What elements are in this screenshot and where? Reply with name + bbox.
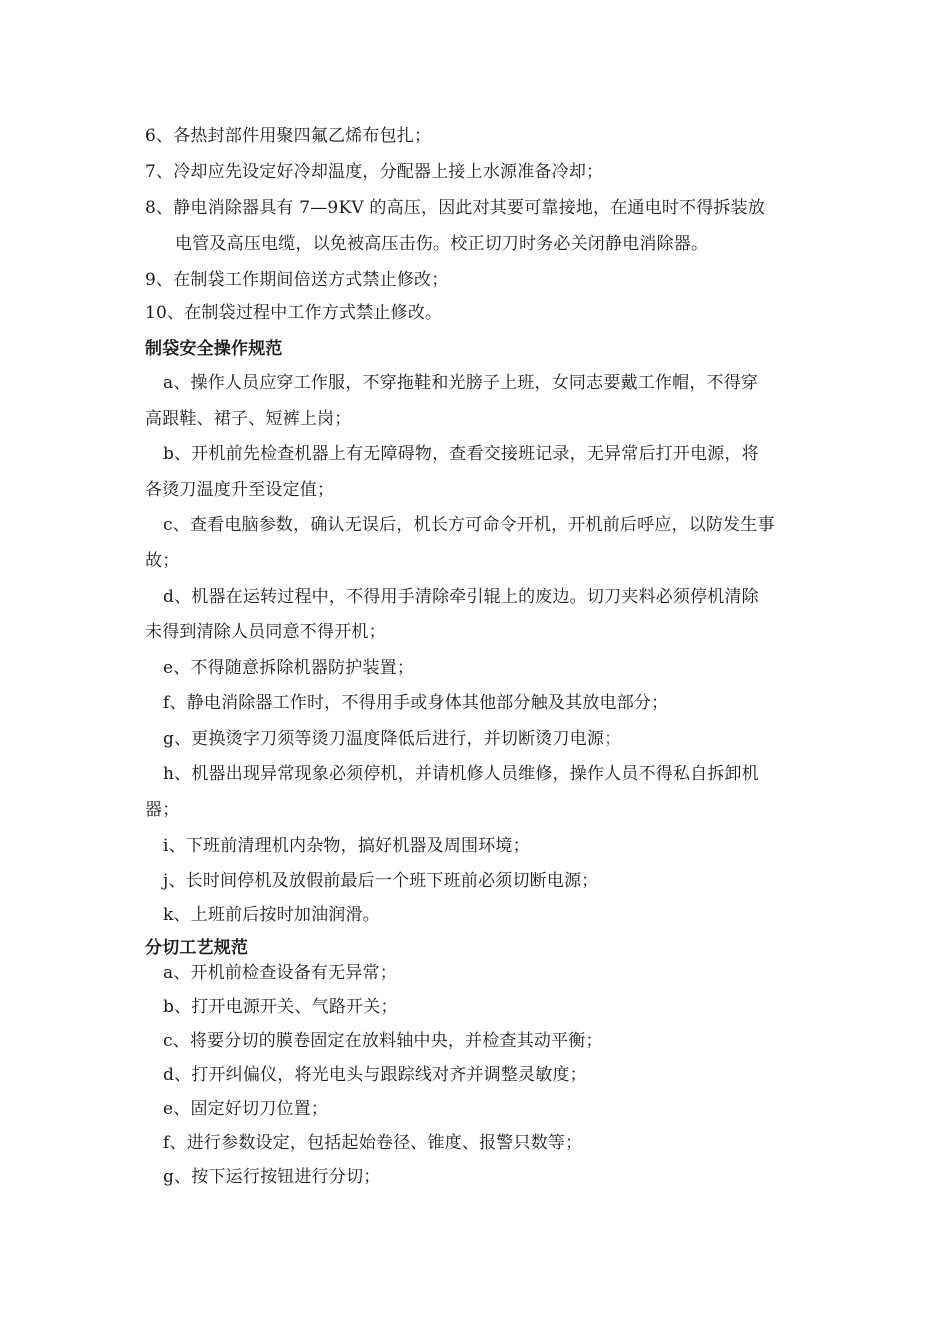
text-line: d、机器在运转过程中，不得用手清除牵引辊上的废边。切刀夹料必须停机清除 bbox=[163, 587, 759, 607]
red-semicolon: ； bbox=[604, 729, 622, 749]
text-line: 9、在制袋工作期间倍送方式禁止修改； bbox=[145, 270, 449, 290]
text-line: e、不得随意拆除机器防护装置； bbox=[163, 658, 415, 678]
text-line: e、固定好切刀位置； bbox=[163, 1099, 329, 1119]
text-line: 各烫刀温度升至设定值； bbox=[145, 480, 335, 500]
text-line: g、按下运行按钮进行分切； bbox=[163, 1167, 381, 1187]
text-line bbox=[163, 728, 621, 750]
text-line: 故； bbox=[145, 551, 180, 571]
text-line: 电管及高压电缆，以免被高压击伤。校正切刀时务必关闭静电消除器。 bbox=[175, 234, 709, 254]
text-line: a、操作人员应穿工作服，不穿拖鞋和光膀子上班，女同志要戴工作帽，不得穿 bbox=[163, 373, 759, 393]
text-span: g、更换烫字刀须等烫刀温度降低后进行，并切断烫刀电源 bbox=[163, 729, 605, 749]
text-line: j、长时间停机及放假前最后一个班下班前必须切断电源； bbox=[163, 871, 599, 891]
text-line: c、查看电脑参数，确认无误后，机长方可命令开机，开机前后呼应，以防发生事 bbox=[163, 515, 775, 535]
text-line: 7、冷却应先设定好冷却温度，分配器上接上水源准备冷却； bbox=[145, 162, 604, 182]
text-line: d、打开纠偏仪，将光电头与跟踪线对齐并调整灵敏度； bbox=[163, 1065, 587, 1085]
text-line: k、上班前后按时加油润滑。 bbox=[163, 905, 380, 925]
text-line: a、开机前检查设备有无异常； bbox=[163, 963, 397, 983]
section-heading: 制袋安全操作规范 bbox=[145, 339, 283, 359]
text-line: 6、各热封部件用聚四氟乙烯布包扎； bbox=[145, 126, 432, 146]
text-line: 器； bbox=[145, 800, 180, 820]
text-line: 未得到清除人员同意不得开机； bbox=[145, 622, 386, 642]
text-line: 高跟鞋、裙子、短裤上岗； bbox=[145, 409, 352, 429]
text-line: b、打开电源开关、气路开关； bbox=[163, 997, 398, 1017]
text-line: c、将要分切的膜卷固定在放料轴中央，并检查其动平衡； bbox=[163, 1031, 603, 1051]
text-line: 10、在制袋过程中工作方式禁止修改。 bbox=[145, 303, 443, 323]
text-line: b、开机前先检查机器上有无障碍物，查看交接班记录，无异常后打开电源，将 bbox=[163, 444, 759, 464]
text-line: h、机器出现异常现象必须停机，并请机修人员维修，操作人员不得私自拆卸机 bbox=[163, 764, 759, 784]
text-line: f、进行参数设定，包括起始卷径、锥度、报警只数等； bbox=[163, 1133, 583, 1153]
section-heading: 分切工艺规范 bbox=[145, 938, 249, 958]
text-line: 8、静电消除器具有 7—9KV 的高压，因此对其要可靠接地，在通电时不得拆装放 bbox=[145, 198, 766, 218]
text-line: f、静电消除器工作时，不得用手或身体其他部分触及其放电部分； bbox=[163, 693, 669, 713]
text-line: i、下班前清理机内杂物，搞好机器及周围环境； bbox=[163, 836, 530, 856]
